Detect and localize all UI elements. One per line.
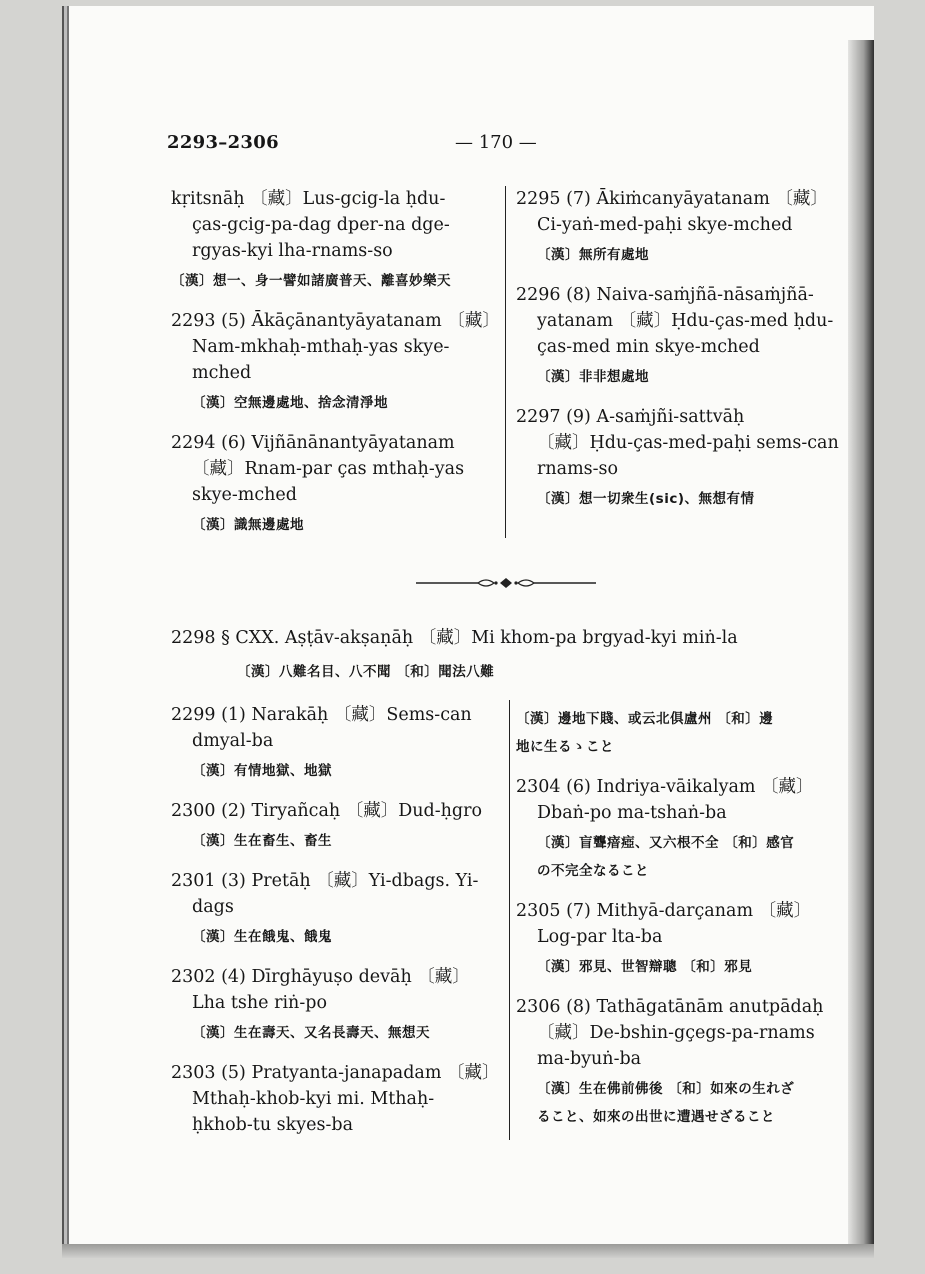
entry-range-header: 2293–2306: [167, 132, 279, 153]
entry-continuation: 〔藏〕Rnam-par ças mthaḥ-yas: [192, 459, 465, 479]
section-ornament-divider: [416, 576, 596, 590]
entry-continuation: rnams-so: [537, 459, 619, 479]
han-gloss-continuation: ること、如來の出世に遭遇せざること: [537, 1109, 775, 1125]
dictionary-entry: [516, 774, 856, 884]
section-heading-2298: 2298 § CXX. Aṣṭāv-akṣaṇāḥ 〔藏〕Mi khom-pa brgyad-kyi miṅ-la: [171, 628, 738, 648]
han-gloss: 〔漢〕邊地下賤、或云北俱盧州 〔和〕邊: [516, 711, 774, 727]
dictionary-entry: [516, 898, 856, 980]
dictionary-entry: [516, 706, 856, 760]
entry-headline: 2297 (9) A-saṁjñi-sattvāḥ: [516, 407, 745, 427]
entry-headline: 2300 (2) Tiryañcaḥ 〔藏〕Dud-ḥgro: [171, 801, 483, 821]
dictionary-entry: [516, 282, 856, 390]
entry-continuation: Log-par lta-ba: [537, 927, 663, 947]
entry-headline: 2294 (6) Vijñānānantyāyatanam: [171, 433, 455, 453]
page-bottom-edge: [62, 1244, 874, 1258]
entry-continuation: dmyal-ba: [192, 731, 274, 751]
entry-headline: kṛitsnāḥ 〔藏〕Lus-gcig-la ḥdu-: [171, 189, 446, 209]
dictionary-entry: [171, 1060, 501, 1138]
entry-headline: 2295 (7) Ākiṁcanyāyatanam 〔藏〕: [516, 189, 828, 209]
entry-continuation: Nam-mkhaḥ-mthaḥ-yas skye-: [192, 337, 450, 357]
entry-continuation: skye-mched: [192, 485, 297, 505]
dictionary-entry: [516, 994, 856, 1130]
han-gloss: 〔漢〕非非想處地: [537, 369, 649, 385]
entry-headline: 2293 (5) Ākāçānantyāyatanam 〔藏〕: [171, 311, 500, 331]
dictionary-entry: [171, 702, 501, 784]
han-gloss: 〔漢〕空無邊處地、捨念清淨地: [192, 395, 388, 411]
han-gloss: 〔漢〕識無邊處地: [192, 517, 304, 533]
entry-continuation: rgyas-kyi lha-rnams-so: [192, 241, 393, 261]
han-gloss: 〔漢〕盲聾瘖瘂、又六根不全 〔和〕感官: [537, 835, 795, 851]
entry-continuation: Mthaḥ-khob-kyi mi. Mthaḥ-: [192, 1089, 435, 1109]
entry-continuation: yatanam 〔藏〕Ḥdu-ças-med ḥdu-: [537, 311, 834, 331]
entry-headline: 2302 (4) Dīrghāyuṣo devāḥ 〔藏〕: [171, 967, 470, 987]
han-gloss: 〔漢〕生在餓鬼、餓鬼: [192, 929, 332, 945]
entry-continuation: 〔藏〕De-bshin-gçegs-pa-rnams: [537, 1023, 815, 1043]
entry-continuation: ma-byuṅ-ba: [537, 1049, 642, 1069]
entry-continuation: dags: [192, 897, 234, 917]
han-gloss: 〔漢〕生在壽天、又名長壽天、無想天: [192, 1025, 430, 1041]
entry-continuation: Dbaṅ-po ma-tshaṅ-ba: [537, 803, 727, 823]
entry-headline: 2304 (6) Indriya-vāikalyam 〔藏〕: [516, 777, 814, 797]
page-number: — 170 —: [455, 132, 537, 153]
han-gloss: 〔漢〕想一、身一譬如諸廣普天、離喜妙樂天: [171, 273, 451, 289]
han-gloss: 〔漢〕邪見、世智辯聰 〔和〕邪見: [537, 959, 753, 975]
column-divider-top: [505, 186, 506, 538]
entry-headline: 2301 (3) Pretāḥ 〔藏〕Yi-dbags. Yi-: [171, 871, 479, 891]
han-gloss: 〔漢〕無所有處地: [537, 247, 649, 263]
dictionary-entry: [171, 186, 501, 294]
right-column-top: [516, 186, 856, 526]
entry-headline: 2306 (8) Tathāgatānām anutpādaḥ: [516, 997, 824, 1017]
dictionary-entry: [171, 964, 501, 1046]
han-gloss: 〔漢〕想一切衆生(sic)、無想有情: [537, 491, 755, 507]
entry-continuation: ḥkhob-tu skyes-ba: [192, 1115, 354, 1135]
dictionary-entry: [516, 186, 856, 268]
entry-headline: 2303 (5) Pratyanta-janapadam 〔藏〕: [171, 1063, 500, 1083]
entry-headline: 2299 (1) Narakāḥ 〔藏〕Sems-can: [171, 705, 472, 725]
han-gloss-continuation: 地に生るゝこと: [516, 739, 614, 755]
dictionary-entry: [171, 308, 501, 416]
entry-headline: 2296 (8) Naiva-saṁjñā-nāsaṁjñā-: [516, 285, 814, 305]
entry-continuation: mched: [192, 363, 252, 383]
han-gloss: 〔漢〕有情地獄、地獄: [192, 763, 332, 779]
dictionary-entry: [171, 430, 501, 538]
han-gloss: 〔漢〕生在畜生、畜生: [192, 833, 332, 849]
entry-continuation: ças-med min skye-mched: [537, 337, 760, 357]
right-column-bottom: [516, 702, 856, 1144]
han-gloss: 〔漢〕生在佛前佛後 〔和〕如來の生れざ: [537, 1081, 795, 1097]
dictionary-entry: [171, 868, 501, 950]
column-divider-bottom: [509, 700, 510, 1140]
dictionary-entry: [171, 798, 501, 854]
section-han-line: 〔漢〕八難名目、八不聞 〔和〕聞法八難: [237, 664, 495, 680]
entry-continuation: 〔藏〕Ḥdu-ças-med-paḥi sems-can: [537, 433, 839, 453]
dictionary-entry: [516, 404, 856, 512]
entry-headline: 2305 (7) Mithyā-darçanam 〔藏〕: [516, 901, 812, 921]
left-column-top: [171, 186, 501, 552]
entry-continuation: Lha tshe riṅ-po: [192, 993, 327, 1013]
han-gloss-continuation: の不完全なること: [537, 863, 649, 879]
entry-continuation: ças-gcig-pa-dag dper-na dge-: [192, 215, 450, 235]
entry-continuation: Ci-yaṅ-med-paḥi skye-mched: [537, 215, 793, 235]
left-column-bottom: [171, 702, 501, 1138]
